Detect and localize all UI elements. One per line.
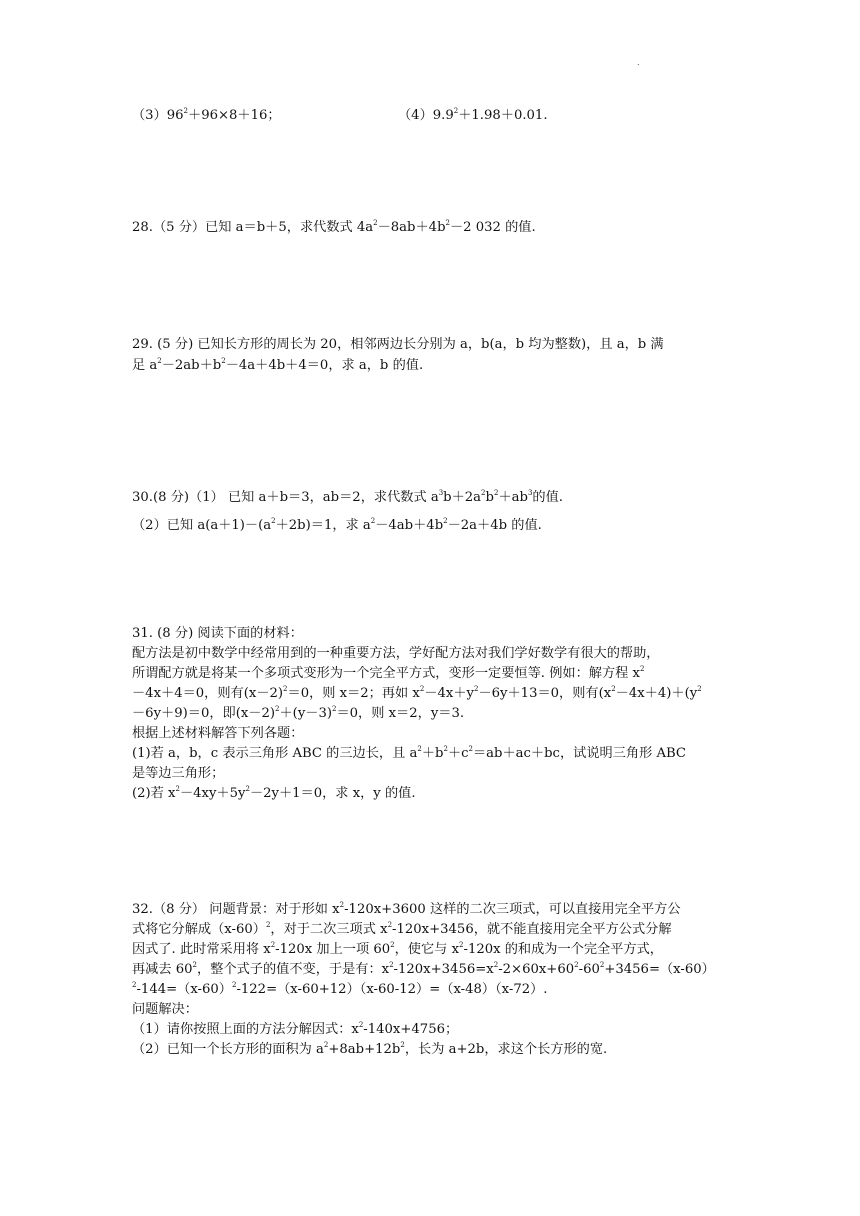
q31-line9: (2)若 $x^2-4xy+5y^2-2y+1=0$，求 x，y 的值. — [132, 785, 416, 801]
q31-line7: (1)若 a，b，c 表示三角形 ABC 的三边长，且 $a^2+b^2+c^2=ab+ac+bc$，试说明三角形 ABC — [132, 745, 686, 761]
q32-line5: $^2-144=(x-60)^2-122=(x-60+12)(x-60-12)=(x-48)(x-72)$. — [132, 981, 548, 997]
q32-line3: 因式了. 此时常采用将 $x^2-120x$ 加上一项 $60^2$，使它与 $x^2-120x$ 的和成为一个完全平方式， — [132, 941, 663, 957]
q29-line1: 29. (5 分) 已知长方形的周长为 20，相邻两边长分别为 a，b(a，b 均为整数)，且 a，b 满 — [132, 337, 664, 352]
q31-line6: 根据上述材料解答下列各题： — [132, 726, 304, 741]
q32-line1: 32.（8 分） 问题背景：对于形如 $x^2-120x+3600$ 这样的二次三项式，可以直接用完全平方公 — [132, 901, 681, 917]
q31-line2: 配方法是初中数学中经常用到的一种重要方法，学好配方法对我们学好数学有很大的帮助， — [132, 646, 660, 661]
q27-part4: $(4)9.9^2+1.98+0.01$. — [398, 107, 548, 123]
q28: 28.（5 分）已知 a＝b＋5，求代数式 $4a^2-8ab+4b^2-2$ 032 的值. — [132, 219, 536, 235]
q27-part3: $(3)96^2+96\times 8+16$； — [132, 107, 281, 123]
q31-line5: －6y＋9)＝0，即$(x-2)^2+(y-3)^2=0$，则 x＝2，y＝3. — [132, 705, 465, 721]
q32-line4: 再减去 $60^2$，整个式子的值不变，于是有：$x^2-120x+3456=x^2-2\times 60x+60^2-60^2+3456=(x-60)$ — [132, 961, 715, 977]
q32-line7: （1）请你按照上面的方法分解因式：$x^2-140x+4756$； — [132, 1021, 459, 1037]
q32-line8: （2）已知一个长方形的面积为 $a^2+8ab+12b^2$，长为 a+2b，求这个长方形的宽. — [132, 1041, 608, 1057]
q31-line4: －4x＋4＝0，则有$(x-2)^2=0$，则 x＝2；再如 $x^2-4x+y^2-6y+13=0$，则有$(x^2-4x+4)+(y^2$ — [132, 685, 702, 701]
q31-line8: 是等边三角形； — [132, 766, 225, 781]
q29-line2: 足 $a^2-2ab+b^2-4a+4b+4=0$，求 a，b 的值. — [132, 357, 424, 373]
header-mark: . — [637, 58, 640, 67]
q32-line2: 式将它分解成$(x-60)^2$，对于二次三项式 $x^2-120x+3456$，就不能直接用完全平方公式分解 — [132, 921, 672, 937]
q31-line1: 31. (8 分) 阅读下面的材料： — [132, 626, 303, 641]
q30-line2: （2）已知 $a(a+1)-(a^2+2b)=1$，求 $a^2-4ab+4b^2-2a+4b$ 的值. — [132, 517, 542, 533]
q32-line6: 问题解决： — [132, 1002, 198, 1017]
q31-line3: 所谓配方就是将某一个多项式变形为一个完全平方式，变形一定要恒等. 例如：解方程 $x^2$ — [132, 665, 645, 681]
q30-line1: 30.(8 分)（1） 已知 a＋b＝3，ab＝2，求代数式 $a^3b+2a^2b^2+ab^3$的值. — [132, 489, 563, 505]
